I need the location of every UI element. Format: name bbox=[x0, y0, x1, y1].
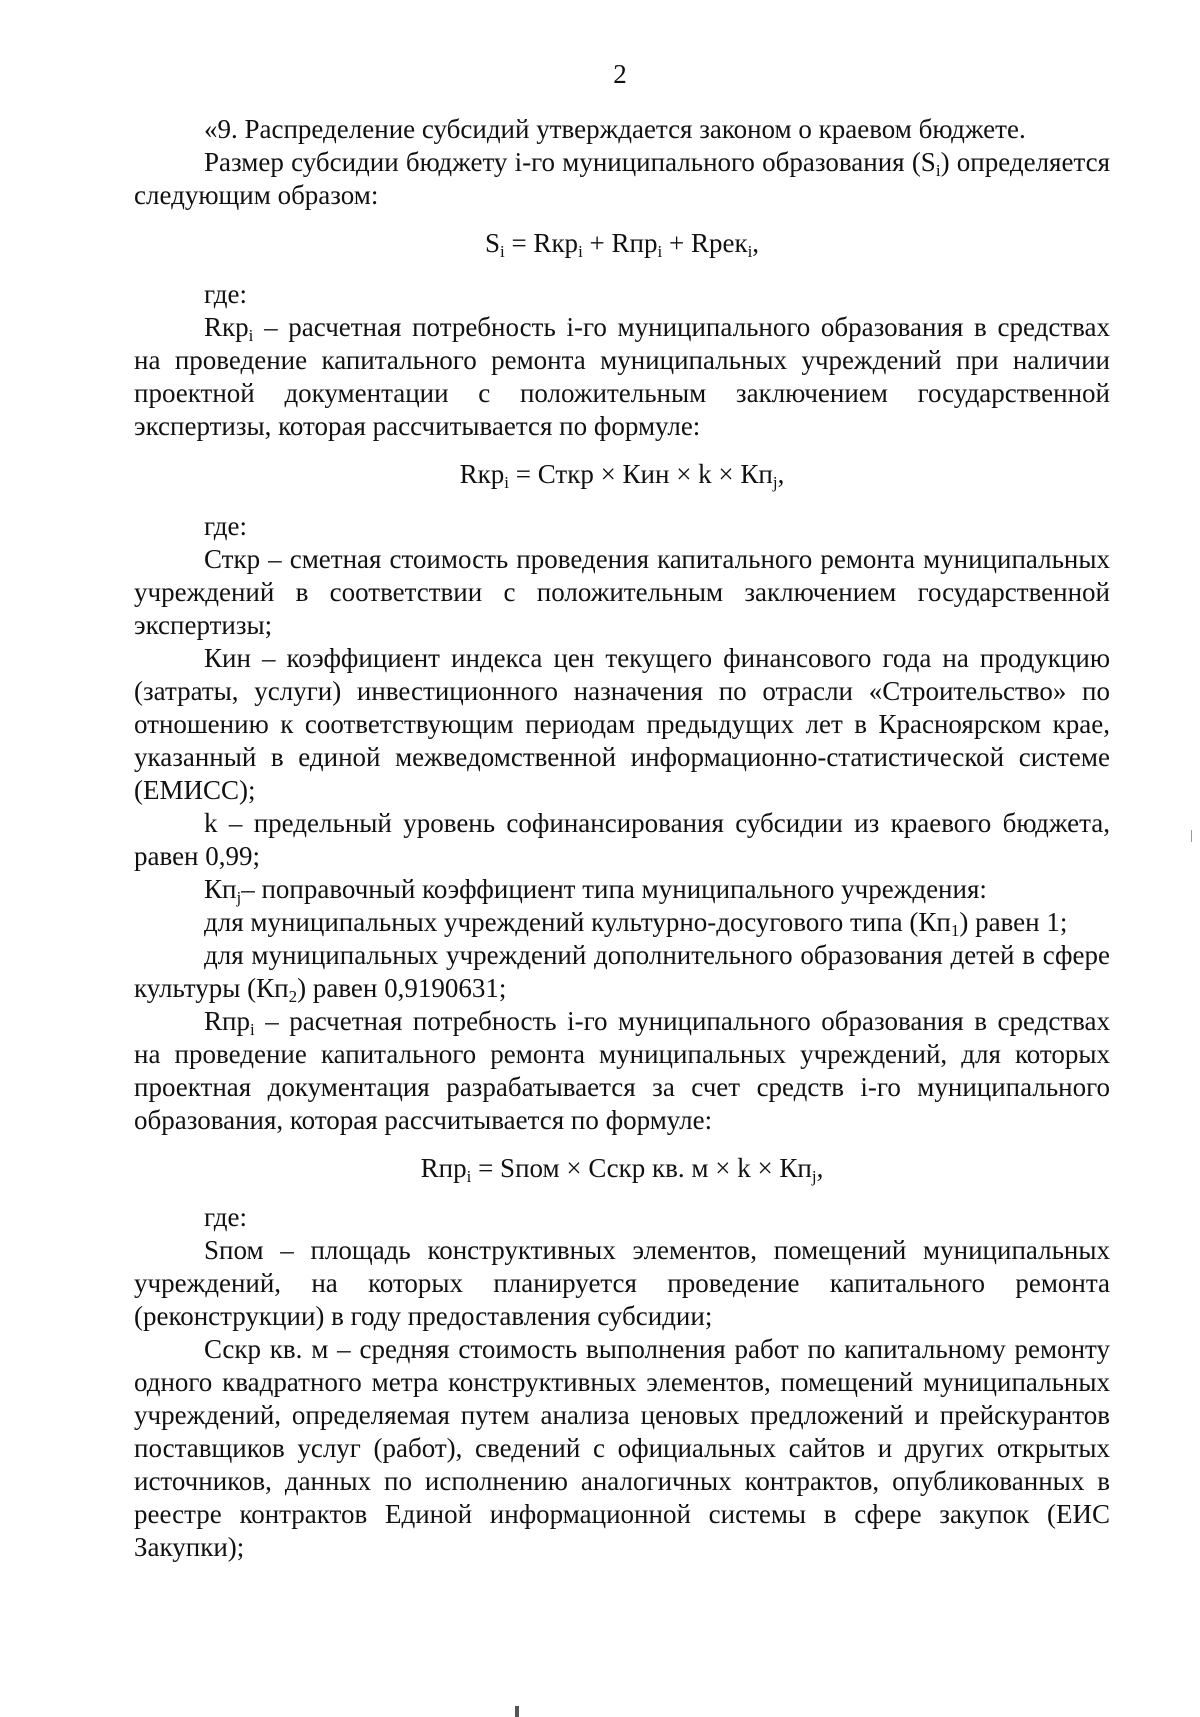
definition-sskr: Сскр кв. м – средняя стоимость выполнения работ по капитальному ремонту одного квадратного метра конструктивных элементов, помещений муниципальных учреждений, определяемая путем анализа ценовых предложений и прейскурантов поставщиков услуг (работ), сведений с официальных сайтов и других открытых источников, данных по исполнению аналогичных контрактов, опубликованных в реестре контрактов Единой информационной системы в сфере закупок (ЕИС Закупки); bbox=[134, 1334, 1110, 1562]
definition-kpj: $Кп_j-$ поправочный коэффициент типа муниципального учреждения: bbox=[204, 874, 987, 907]
document-body bbox=[134, 113, 1110, 1564]
scan-edge-mark bbox=[1191, 830, 1192, 842]
where-label: где: bbox=[204, 511, 247, 541]
definition-kin: Кин – коэффициент индекса цен текущего финансового года на продукцию (затраты, услуги) инвестиционного назначения по отрасли «Строительство» по отношению к соответствующим периодам предыдущих лет в Красноярском крае, указанный в единой межведомственной информационно-статистической системе (ЕМИСС); bbox=[134, 643, 1110, 805]
definition-spom: Sпом – площадь конструктивных элементов, помещений муниципальных учреждений, на которых планируется проведение капитального ремонта (реконструкции) в году предоставления субсидии; bbox=[134, 1235, 1110, 1331]
scan-artifact bbox=[515, 1706, 519, 1717]
formula-rkp: Rкр$_i$ = Сткр × Кин × $k \times Кп_j$, bbox=[459, 459, 785, 492]
definition-stkr: Сткр – сметная стоимость проведения капитального ремонта муниципальных учреждений в соответствии с положительным заключением государственной экспертизы; bbox=[134, 544, 1110, 640]
definition-kp2: для муниципальных учреждений дополнительного образования детей в сфере культуры $(Кп_2)$ равен 0,9190631; bbox=[134, 940, 1110, 1006]
page-number: 2 bbox=[613, 59, 627, 89]
where-label: где: bbox=[204, 279, 247, 309]
where-label: где: bbox=[204, 1202, 247, 1232]
paragraph-subsidy-distribution: «9. Распределение субсидий утверждается законом о краевом бюджете. bbox=[204, 114, 1026, 144]
definition-k: k – предельный уровень софинансирования субсидии из краевого бюджета, равен 0,99; bbox=[134, 808, 1110, 871]
formula-rpr: Rпр$_i$ = Sпом × Сскр кв. $м \times k \times Кп_j$, bbox=[420, 1153, 824, 1186]
definition-rkp: Rкр$_i$ – расчетная потребность i-го муниципального образования в средствах на проведение капитального ремонта муниципальных учреждений при наличии проектной документации с положительным заключением государственной экспертизы, которая рассчитывается по формуле: bbox=[134, 312, 1110, 441]
formula-si: $S_i = Rкр_i + Rпр_i$ + Rрек$_i$, bbox=[484, 228, 760, 261]
definition-rpr: Rпр$_i$ – расчетная потребность i-го муниципального образования в средствах на проведение капитального ремонта муниципальных учреждений, для которых проектная документация разрабатывается за счет средств i-го муниципального образования, которая рассчитывается по формуле: bbox=[134, 1006, 1110, 1135]
definition-kp1: для муниципальных учреждений культурно-досугового типа $(Кп_1)$ равен 1; bbox=[204, 907, 1068, 940]
paragraph-subsidy-size: Размер субсидии бюджету i-го муниципального образования $(S_i)$ определяется следующим образом: bbox=[134, 147, 1110, 210]
